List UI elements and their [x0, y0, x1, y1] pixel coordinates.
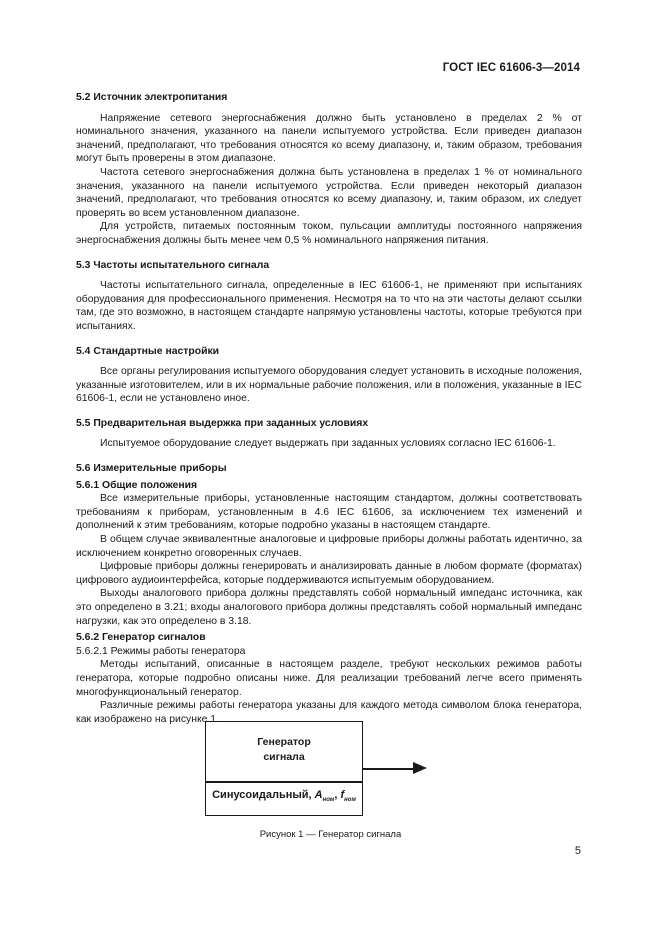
section-5-4	[76, 345, 582, 406]
paragraph: В общем случае эквивалентные аналоговые и цифровые приборы должны работать идентично, за исключением конкретно оговоренных случаев.	[76, 534, 582, 559]
paragraph: Испытуемое оборудование следует выдержать при заданных условиях согласно IEC 61606-1.	[100, 438, 556, 450]
mode-text: Синусоидальный,	[212, 789, 315, 801]
paragraph: Частоты испытательного сигнала, определенные в IEC 61606-1, не применяют при испытаниях оборудования для профессионального применения. Несмотря на то что на эти частоты делают ссылки там, где это возможно, в настоящем стандарте напрямую установлены частоты, которые требуются при испытаниях.	[76, 280, 582, 332]
section-heading: 5.6 Измерительные приборы	[76, 463, 227, 475]
document-header: ГОСТ IEC 61606-3—2014	[442, 62, 580, 74]
section-heading: 5.4 Стандартные настройки	[76, 345, 220, 357]
mode-separator: ,	[334, 789, 341, 801]
mode-frequency-subscript: ном	[344, 797, 356, 804]
subsubsection-heading: 5.6.2.1 Режимы работы генератора	[76, 645, 246, 657]
paragraph: Все измерительные приборы, установленные настоящим стандартом, должны соответствовать требованиям к приборам, установленным в 4.6 IEC 61606, за исключением тех изменений и дополнений к этим требованиям, которые подробно указаны в настоящем стандарте.	[76, 493, 582, 532]
figure-caption: Рисунок 1 — Генератор сигнала	[259, 829, 402, 840]
generator-title-line1: Генератор	[257, 736, 311, 748]
generator-mode-label	[207, 789, 361, 803]
paragraph: Методы испытаний, описанные в настоящем разделе, требуют нескольких режимов работы генератора, которые подробно описаны ниже. Для реализации требований легче всего применять многофункциональный генератор.	[76, 659, 582, 698]
section-5-5	[76, 417, 582, 451]
paragraph: Для устройств, питаемых постоянным током, пульсации амплитуды постоянного напряжения энергоснабжения должны быть менее чем 0,5 % номинального напряжения питания.	[76, 221, 582, 246]
generator-title	[205, 735, 363, 765]
subsection-heading: 5.6.1 Общие положения	[76, 479, 198, 491]
mode-amplitude-subscript: ном	[322, 797, 335, 804]
paragraph: Различные режимы работы генератора указаны для каждого метода символом блока генератора, как изображено на рисунке 1.	[76, 700, 582, 725]
paragraph: Частота сетевого энергоснабжения должна быть установлена в пределах 1 % от номинального значения, указанного на панели испытуемого устройства. Если приведен некоторый диапазон значений, предполагают, что требования относятся ко всему диапазону, и, таким образом, их следует проверять во всем установленном диапазоне.	[76, 166, 582, 219]
output-arrow-line	[363, 768, 417, 770]
document-body	[76, 91, 582, 726]
generator-title-line2: сигнала	[263, 751, 305, 763]
section-5-2	[76, 91, 582, 248]
section-5-6	[76, 462, 582, 726]
mode-amplitude-symbol: A	[314, 789, 323, 801]
page-number: 5	[574, 845, 581, 857]
paragraph: Все органы регулирования испытуемого оборудования следует установить в исходные положения, указанные изготовителем, или в их нормальные рабочие положения, или в положения, указанные в IEC 61606-1, если не установлено иное.	[76, 366, 582, 405]
paragraph: Цифровые приборы должны генерировать и анализировать данные в любом формате (форматах) цифрового аудиоинтерфейса, которые поддерживаются испытуемым оборудованием.	[76, 561, 582, 586]
section-heading: 5.5 Предварительная выдержка при заданных условиях	[76, 417, 369, 429]
section-heading: 5.3 Частоты испытательного сигнала	[76, 259, 270, 271]
paragraph: Напряжение сетевого энергоснабжения должно быть установлено в пределах 2 % от номинального значения, указанного на панели испытуемого устройства. Если приведен диапазон значений, предполагают, что требования относятся ко всему диапазону, и, таким образом, требования могут быть проверены в этом диапазоне.	[76, 112, 582, 165]
section-heading: 5.2 Источник электропитания	[76, 92, 228, 103]
paragraph: Выходы аналогового прибора должны представлять собой нормальный импеданс источника, как это определено в 3.21; входы аналогового прибора должны представлять собой нормальный импеданс нагрузки, как это определено в 3.18.	[76, 588, 582, 627]
subsection-heading: 5.6.2 Генератор сигналов	[76, 632, 206, 644]
output-arrow-icon	[413, 762, 427, 774]
mode-frequency-symbol: f	[340, 789, 345, 801]
section-5-3	[76, 259, 582, 334]
generator-block-divider	[205, 781, 363, 783]
